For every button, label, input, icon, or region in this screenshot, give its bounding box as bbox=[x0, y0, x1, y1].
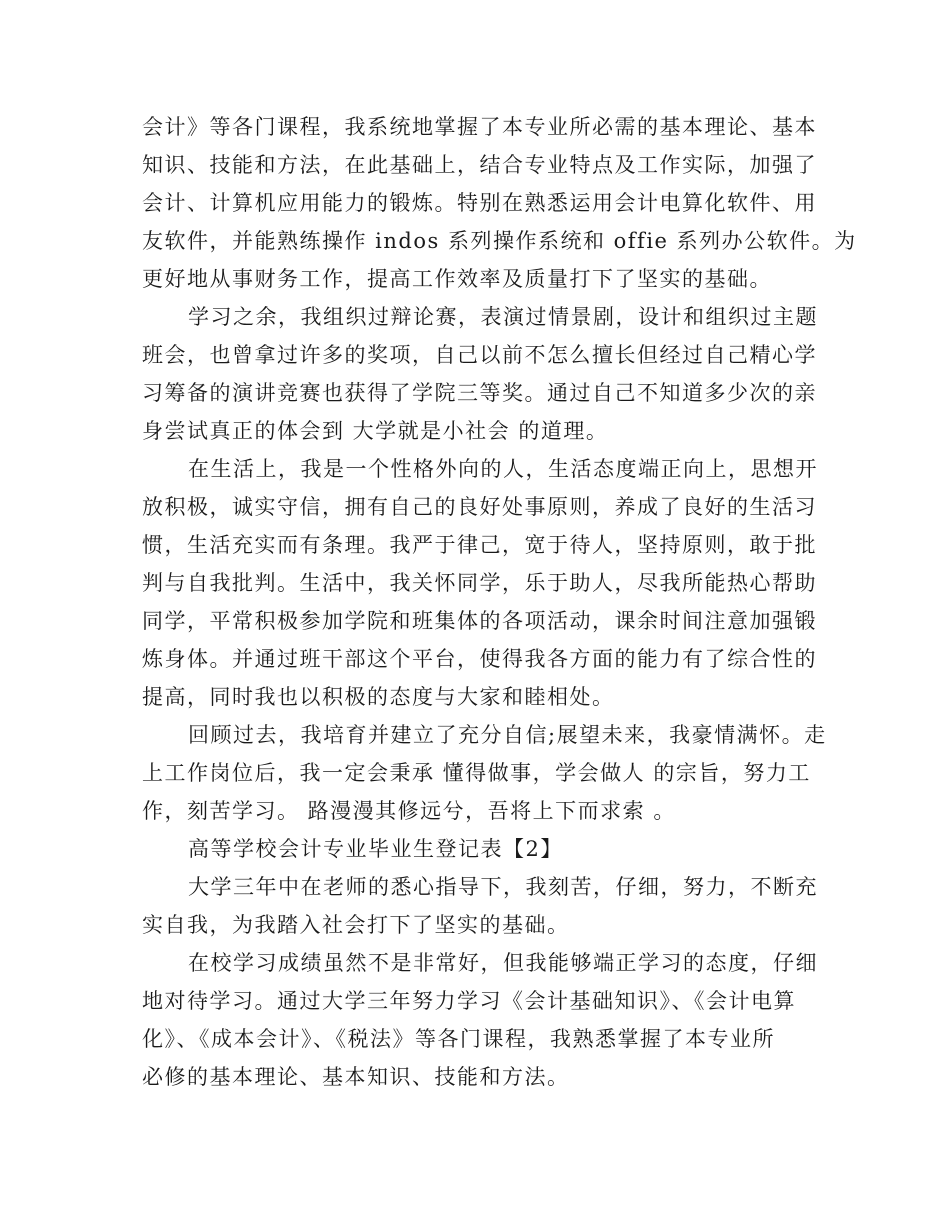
text-line: 放积极，诚实守信，拥有自己的良好处事原则，养成了良好的生活习 bbox=[142, 495, 817, 519]
text-line: 友软件，并能熟练操作 indos 系列操作系统和 offie 系列办公软件。为 bbox=[142, 229, 857, 253]
text-line: 知识、技能和方法，在此基础上，结合专业特点及工作实际，加强了 bbox=[142, 153, 817, 177]
text-line: 必修的基本理论、基本知识、技能和方法。 bbox=[142, 1065, 570, 1089]
text-line: 惯，生活充实而有条理。我严于律己，宽于待人，坚持原则，敢于批 bbox=[142, 533, 817, 557]
text-line: 实自我，为我踏入社会打下了坚实的基础。 bbox=[142, 913, 570, 937]
paragraph-start-line: 高等学校会计专业毕业生登记表【2】 bbox=[188, 837, 563, 861]
text-line: 身尝试真正的体会到 大学就是小社会 的道理。 bbox=[142, 419, 609, 443]
text-line: 作，刻苦学习。 路漫漫其修远兮，吾将上下而求索 。 bbox=[142, 799, 676, 823]
paragraph-start-line: 在生活上，我是一个性格外向的人，生活态度端正向上，思想开 bbox=[188, 457, 818, 481]
text-line: 提高，同时我也以积极的态度与大家和睦相处。 bbox=[142, 685, 615, 709]
text-line: 同学，平常积极参加学院和班集体的各项活动，课余时间注意加强锻 bbox=[142, 609, 817, 633]
text-line: 会计》等各门课程，我系统地掌握了本专业所必需的基本理论、基本 bbox=[142, 115, 817, 139]
paragraph-start-line: 大学三年中在老师的悉心指导下，我刻苦，仔细，努力，不断充 bbox=[188, 875, 818, 899]
text-line: 上工作岗位后，我一定会秉承 懂得做事，学会做人 的宗旨，努力工 bbox=[142, 761, 811, 785]
text-line: 化》、《成本会计》、《税法》等各门课程，我熟悉掌握了本专业所 bbox=[142, 1027, 775, 1051]
text-line: 炼身体。并通过班干部这个平台，使得我各方面的能力有了综合性的 bbox=[142, 647, 817, 671]
text-line: 习筹备的演讲竞赛也获得了学院三等奖。通过自己不知道多少次的亲 bbox=[142, 381, 817, 405]
paragraph-start-line: 回顾过去，我培育并建立了充分自信;展望未来，我豪情满怀。走 bbox=[188, 723, 827, 747]
paragraph-start-line: 在校学习成绩虽然不是非常好，但我能够端正学习的态度，仔细 bbox=[188, 951, 818, 975]
text-line: 班会，也曾拿过许多的奖项，自己以前不怎么擅长但经过自己精心学 bbox=[142, 343, 817, 367]
text-line: 会计、计算机应用能力的锻炼。特别在熟悉运用会计电算化软件、用 bbox=[142, 191, 817, 215]
text-line: 更好地从事财务工作，提高工作效率及质量打下了坚实的基础。 bbox=[142, 267, 772, 291]
paragraph-start-line: 学习之余，我组织过辩论赛，表演过情景剧，设计和组织过主题 bbox=[188, 305, 818, 329]
text-line: 地对待学习。通过大学三年努力学习《会计基础知识》、《会计电算 bbox=[142, 989, 796, 1013]
document-body bbox=[142, 108, 857, 1096]
text-line: 判与自我批判。生活中，我关怀同学，乐于助人，尽我所能热心帮助 bbox=[142, 571, 817, 595]
